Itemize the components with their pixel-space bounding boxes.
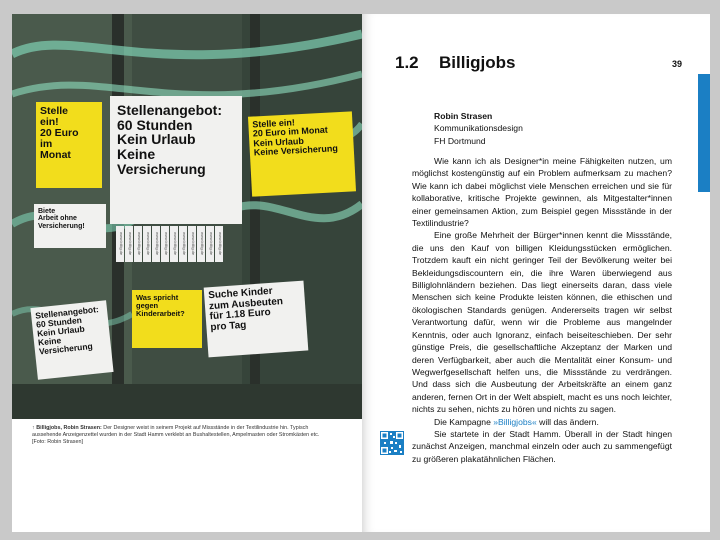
- poster-kinder-text: Suche Kinder zum Ausbeuten für 1.18 Euro pro Tag: [207, 285, 284, 333]
- tear-tab: www.billig.de: [215, 226, 223, 262]
- tear-tab: www.billig.de: [134, 226, 142, 262]
- author-name: Robin Strasen: [434, 111, 493, 121]
- tear-tab: www.billig.de: [188, 226, 196, 262]
- poster-kinder: [204, 281, 309, 358]
- campaign-after: will das ändern.: [536, 416, 599, 427]
- poster-stellen-small: [30, 300, 113, 380]
- poster-arbeit: [34, 204, 106, 248]
- tear-tab: www.billig.de: [152, 226, 160, 262]
- poster-stellen-small-text: Stellenangebot: 60 Stunden Kein Urlaub Keine Versicherung: [34, 304, 100, 357]
- body-text: [412, 155, 672, 465]
- poster-main: [110, 96, 242, 224]
- chapter-tab-marker: [698, 74, 710, 192]
- author-block: [434, 110, 523, 147]
- tear-tab: www.billig.de: [197, 226, 205, 262]
- caption-lead: ↑ Billigjobs, Robin Strasen:: [32, 425, 102, 431]
- paragraph: Wie kann ich als Designer*in meine Fähigkeiten nutzen, um möglichst kostengünstig auf ein Problem aufmerksam zu machen? Wie kann ich dabei möglichst viele Menschen erreichen und sie für kollaborative, kritische Projekte gewinnen, als Mitgestalter*innen einer gemeinsamen Aktion, zum Beispiel gegen Missstände in der Textilindustrie?: [412, 156, 672, 229]
- photo-caption: [32, 425, 332, 446]
- page-number: 39: [672, 59, 683, 69]
- poster-kinderarbeit: [132, 290, 202, 348]
- tear-tabs-main: [116, 226, 223, 262]
- book-spread: [12, 14, 710, 532]
- poster-arbeit-text: Biete Arbeit ohne Versicherung!: [38, 208, 85, 230]
- section-title: Billigjobs: [439, 53, 516, 72]
- qr-code-icon[interactable]: [380, 431, 404, 455]
- section-number: 1.2: [395, 53, 419, 72]
- poster-yellow-left-text: Stelle ein! 20 Euro im Monat: [40, 105, 79, 162]
- poster-yellow-right-text: Stelle ein! 20 Euro im Monat Kein Urlaub Keine Versicherung: [252, 117, 339, 158]
- poster-kinderarbeit-text: Was spricht gegen Kinderarbeit?: [136, 293, 185, 318]
- author-field: Kommunikationsdesign: [434, 123, 523, 134]
- poster-yellow-left: [36, 102, 102, 188]
- tear-tab: www.billig.de: [116, 226, 124, 262]
- paragraph: Sie startete in der Stadt Hamm. Überall in der Stadt hingen zunächst Anzeigen, manchmal einzeln oder auch zu sammengefügt zu größeren plakatähnlichen Flächen.: [412, 428, 672, 464]
- poster-yellow-right: [248, 111, 356, 196]
- tear-tab: www.billig.de: [125, 226, 133, 262]
- tear-tab: www.billig.de: [179, 226, 187, 262]
- right-page: [362, 14, 710, 532]
- campaign-paragraph: [412, 416, 672, 428]
- left-page: [12, 14, 362, 532]
- caption-text: Der Designer weist in seinem Projekt auf Missstände in der Textilindustrie hin. Typisch aussehende Anzeigenzettel wurden in der Stadt Hamm verklebt an Bushaltestellen, Ampelmasten oder Stromkästen etc. [Foto: Robin Strasen]: [32, 425, 320, 445]
- campaign-link[interactable]: »Billigjobs«: [493, 416, 537, 427]
- tear-tab: www.billig.de: [143, 226, 151, 262]
- tear-tab: www.billig.de: [161, 226, 169, 262]
- tear-tab: www.billig.de: [170, 226, 178, 262]
- tear-tab: www.billig.de: [206, 226, 214, 262]
- paragraph: Eine große Mehrheit der Bürger*innen kennt die Missstände, die uns den Kauf von billigen Kleidungsstücken ermöglichen. Trotzdem kauft ein nicht geringer Teil der Bevölkerung weiter bei Bekleidungsdiscountern ein, die ihre Waren überwiegend aus Billiglohnländern beziehen. Das liegt einerseits daran, dass viele Menschen sich keine Produkte leisten können, die ethischen und ökologischen Standards genügen. Andererseits tragen wir selbst Verantwortung dafür, wenn wir die Probleme aus mangelnder Kenntnis, oder auch Ignoranz, einfach beiseiteschieben. Der sehr günstige Preis, die gesellschaftliche Akzeptanz der Marken und deren Verfügbarkeit, aber auch die Mentalität einer Konsum- und Wegwerfgesellschaft helfen uns, die Missstände zu verdrängen. Und dass sich die Ausbeutung der Arbeitskräfte an einem ganz anderen, fernen Ort in der Welt abspielt, macht es uns noch leichter, nichts zu sehen, nichts zu hören und nichts zu sagen.: [412, 230, 672, 415]
- qr-code-pattern: [380, 431, 404, 455]
- poster-main-text: Stellenangebot: 60 Stunden Kein Urlaub Keine Versicherung: [117, 102, 223, 177]
- author-school: FH Dortmund: [434, 135, 486, 146]
- campaign-before: Die Kampagne: [434, 416, 494, 427]
- poster-photo: [12, 14, 362, 419]
